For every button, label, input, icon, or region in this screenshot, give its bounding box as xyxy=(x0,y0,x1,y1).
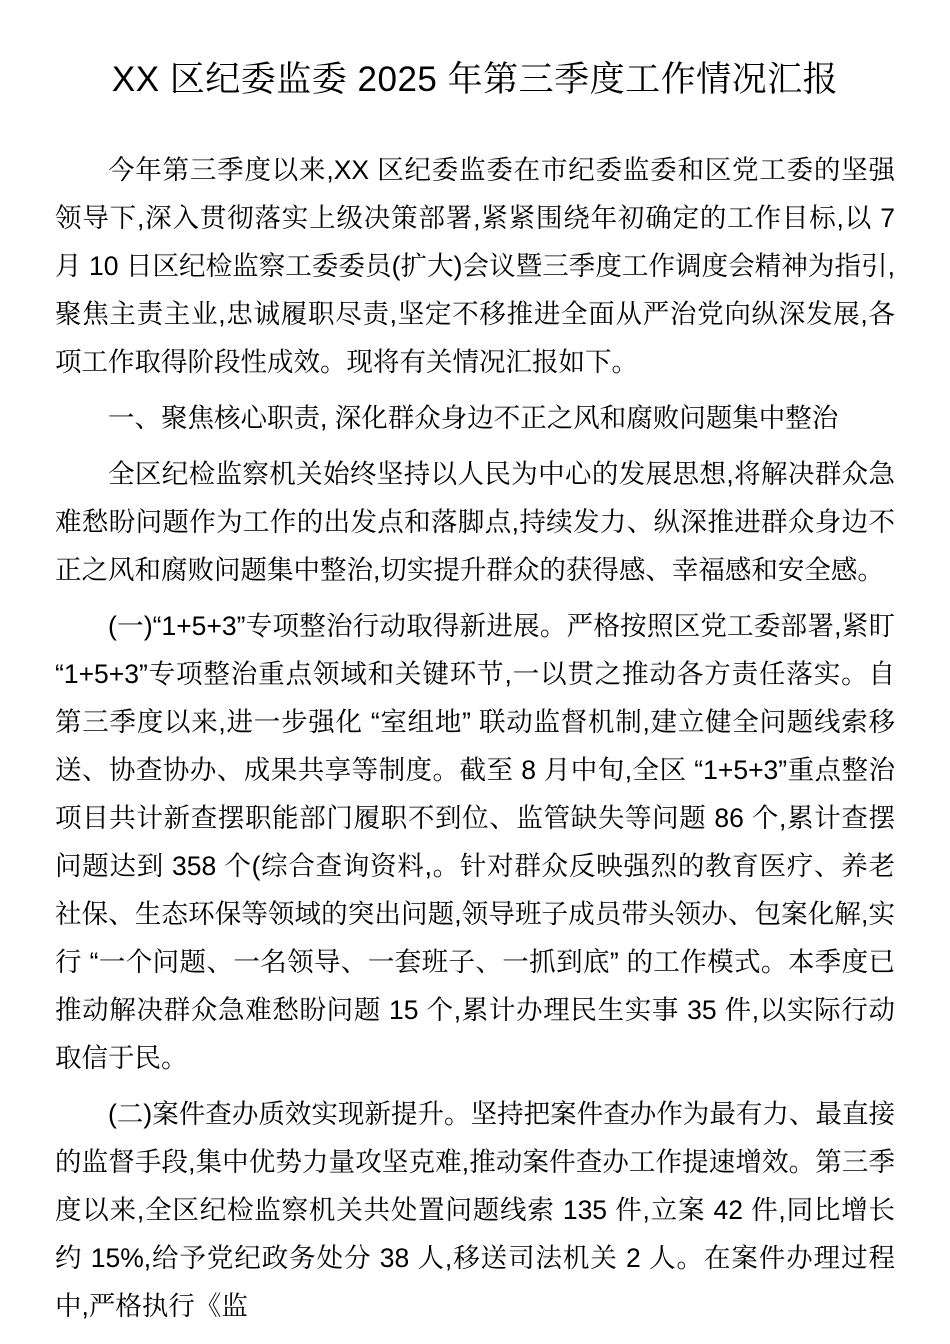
paragraph-item-two: (二)案件查办质效实现新提升。坚持把案件查办作为最有力、最直接的监督手段,集中优势力量攻坚克难,推动案件查办工作提速增效。第三季度以来,全区纪检监察机关共处置问题线索 135 件,立案 42 件,同比增长约 15%,给予党纪政务处分 38 人,移送司法机关 2 人。在案件办理过程中,严格执行《监 xyxy=(55,1098,895,1321)
paragraph-item-one: (一)“1+5+3”专项整治行动取得新进展。严格按照区党工委部署,紧盯“1+5+3”专项整治重点领域和关键环节,一以贯之推动各方责任落实。自第三季度以来,进一步强化 “室组地” 联动监督机制,建立健全问题线索移送、协查协办、成果共享等制度。截至 8 月中旬,全区 “1+5+3”重点整治项目共计新查摆职能部门履职不到位、监管缺失等问题 86 个,累计查摆问题达到 358 个(综合查询资料,。针对群众反映强烈的教育医疗、养老社保、生态环保等领域的突出问题,领导班子成员带头领办、包案化解,实行 “一个问题、一名领导、一套班子、一抓到底” 的工作模式。本季度已推动解决群众急难愁盼问题 15 个,累计办理民生实事 35 件,以实际行动取信于民。 xyxy=(55,610,895,1073)
page-title: XX 区纪委监委 2025 年第三季度工作情况汇报 xyxy=(111,60,839,99)
paragraph-section-one-intro: 全区纪检监察机关始终坚持以人民为中心的发展思想,将解决群众急难愁盼问题作为工作的出发点和落脚点,持续发力、纵深推进群众身边不正之风和腐败问题集中整治,切实提升群众的获得感、幸福感和安全感。 xyxy=(55,458,895,585)
page-content-area xyxy=(55,0,895,1330)
section-heading-one: 一、聚焦核心职责, 深化群众身边不正之风和腐败问题集中整治 xyxy=(108,402,839,433)
paragraph-intro: 今年第三季度以来,XX 区纪委监委在市纪委监委和区党工委的坚强领导下,深入贯彻落实上级决策部署,紧紧围绕年初确定的工作目标,以 7 月 10 日区纪检监察工委委员(扩大)会议暨三季度工作调度会精神为指引,聚焦主责主业,忠诚履职尽责,坚定不移推进全面从严治党向纵深发展,各项工作取得阶段性成效。现将有关情况汇报如下。 xyxy=(55,154,895,377)
paragraph-spacer xyxy=(55,386,895,394)
document-body xyxy=(55,146,895,1330)
paragraph-spacer xyxy=(55,594,895,602)
paragraph-spacer xyxy=(55,442,895,450)
paragraph-spacer xyxy=(55,1082,895,1090)
